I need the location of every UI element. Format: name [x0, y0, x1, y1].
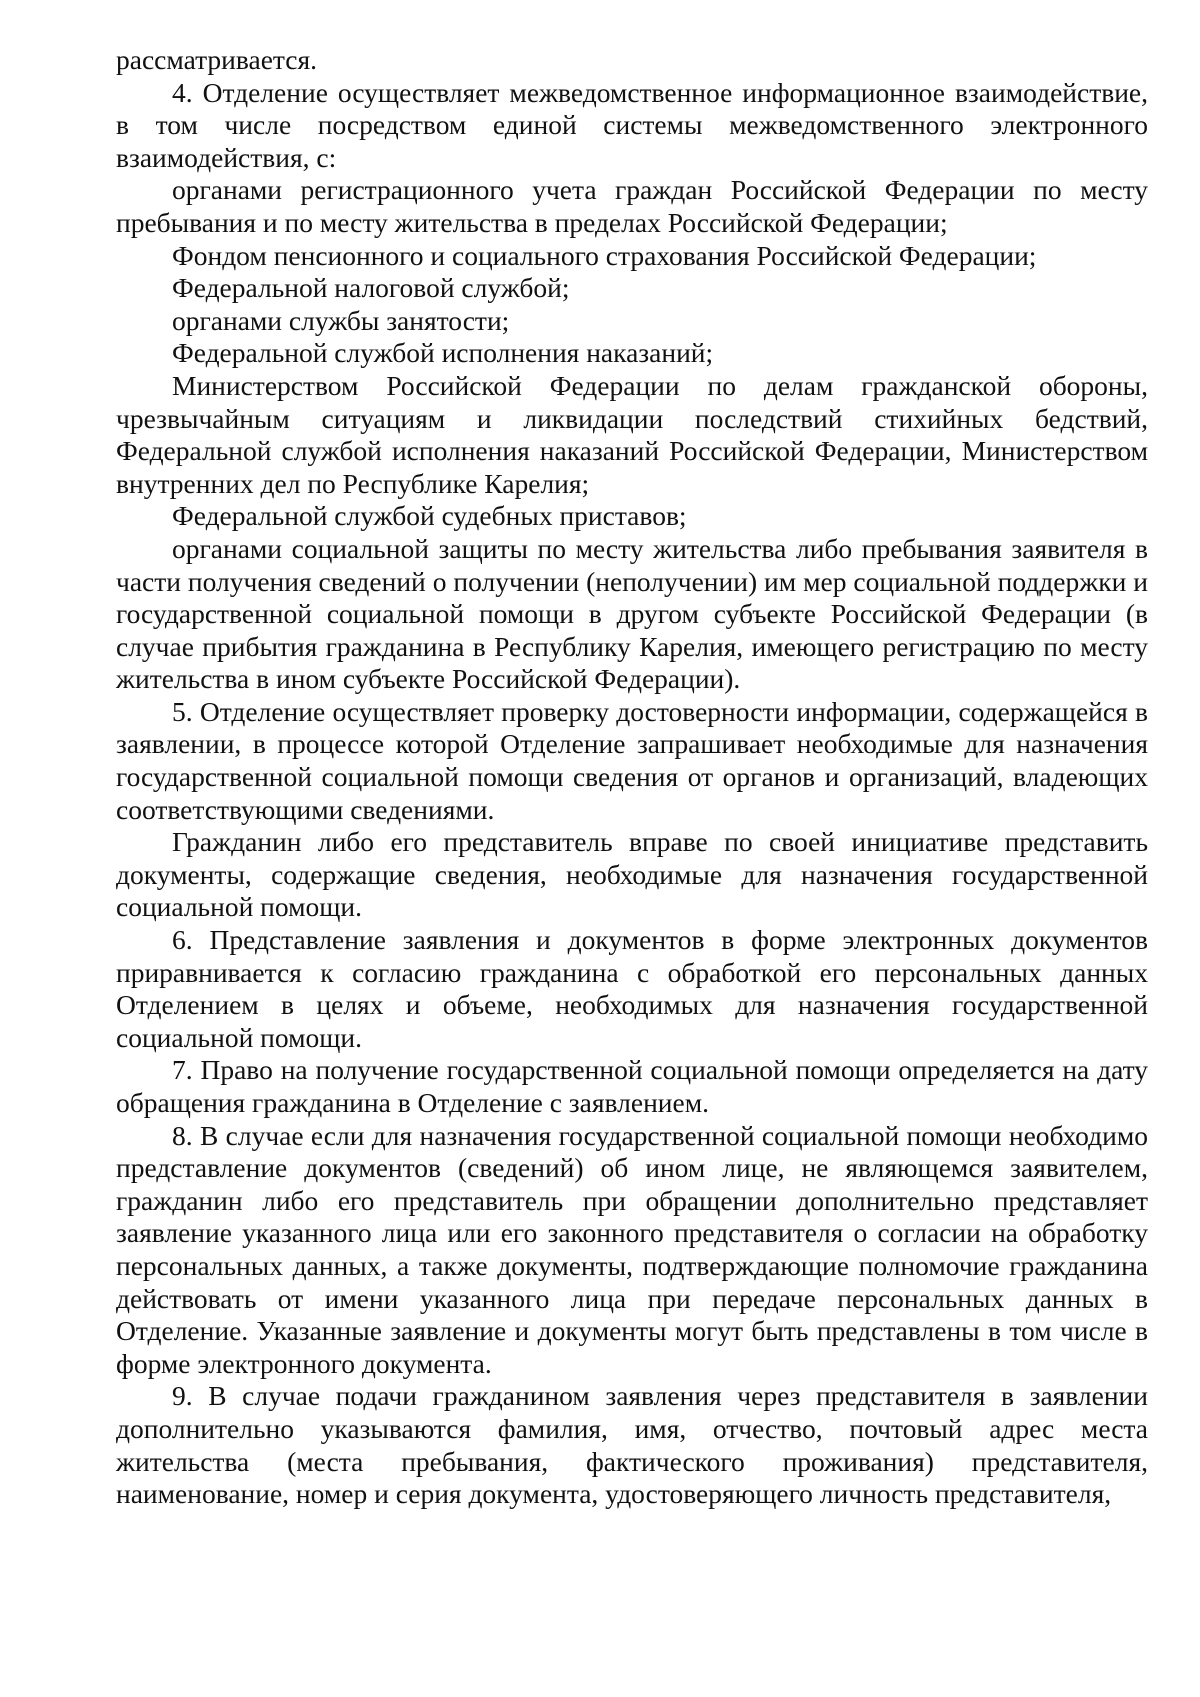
- document-body: [116, 44, 1148, 1511]
- paragraph-ministries: Министерством Российской Федерации по делам гражданской обороны, чрезвычайным ситуациям и ликвидации последствий стихийных бедствий, Федеральной службой исполнения наказаний Российской Федерации, Министерством внутренних дел по Республике Карелия;: [116, 369, 1148, 499]
- paragraph-pension-fund: Фондом пенсионного и социального страхования Российской Федерации;: [172, 239, 1037, 271]
- paragraph-continuation: рассматривается.: [116, 44, 318, 75]
- paragraph-registration-bodies: органами регистрационного учета граждан Российской Федерации по месту пребывания и по месту жительства в пределах Российской Федерации;: [116, 174, 1148, 238]
- paragraph-item-8: 8. В случае если для назначения государственной социальной помощи необходимо представление документов (сведений) об ином лице, не являющемся заявителем, гражданин либо его представитель при обращении дополнительно представляет заявление указанного лица или его законного представителя о согласии на обработку персональных данных, а также документы, подтверждающие полномочие гражданина действовать от имени указанного лица при передаче персональных данных в Отделение. Указанные заявление и документы могут быть представлены в том числе в форме электронного документа.: [116, 1119, 1148, 1379]
- paragraph-bailiffs-service: Федеральной службой судебных приставов;: [172, 500, 687, 532]
- paragraph-item-7: 7. Право на получение государственной социальной помощи определяется на дату обращения гражданина в Отделение с заявлением.: [116, 1054, 1148, 1118]
- paragraph-citizen-right: Гражданин либо его представитель вправе по своей инициативе представить документы, содержащие сведения, необходимые для назначения государственной социальной помощи.: [116, 826, 1148, 923]
- paragraph-penitentiary-service: Федеральной службой исполнения наказаний;: [172, 337, 714, 369]
- paragraph-employment-bodies: органами службы занятости;: [172, 304, 510, 336]
- paragraph-item-9: 9. В случае подачи гражданином заявления через представителя в заявлении дополнительно указываются фамилия, имя, отчество, почтовый адрес места жительства (места пребывания, фактического проживания) представителя, наименование, номер и серия документа, удостоверяющего личность представителя,: [116, 1380, 1148, 1510]
- paragraph-item-4: 4. Отделение осуществляет межведомственное информационное взаимодействие, в том числе посредством единой системы межведомственного электронного взаимодействия, с:: [116, 76, 1148, 173]
- paragraph-item-5: 5. Отделение осуществляет проверку достоверности информации, содержащейся в заявлении, в процессе которой Отделение запрашивает необходимые для назначения государственной социальной помощи сведения от органов и организаций, владеющих соответствующими сведениями.: [116, 695, 1148, 825]
- paragraph-item-6: 6. Представление заявления и документов в форме электронных документов приравнивается к согласию гражданина с обработкой его персональных данных Отделением в целях и объеме, необходимых для назначения государственной социальной помощи.: [116, 924, 1148, 1053]
- paragraph-social-protection-bodies: органами социальной защиты по месту жительства либо пребывания заявителя в части получения сведений о получении (неполучении) им мер социальной поддержки и государственной социальной помощи в другом субъекте Российской Федерации (в случае прибытия гражданина в Республику Карелия, имеющего регистрацию по месту жительства в ином субъекте Российской Федерации).: [116, 532, 1148, 695]
- paragraph-tax-service: Федеральной налоговой службой;: [172, 272, 570, 304]
